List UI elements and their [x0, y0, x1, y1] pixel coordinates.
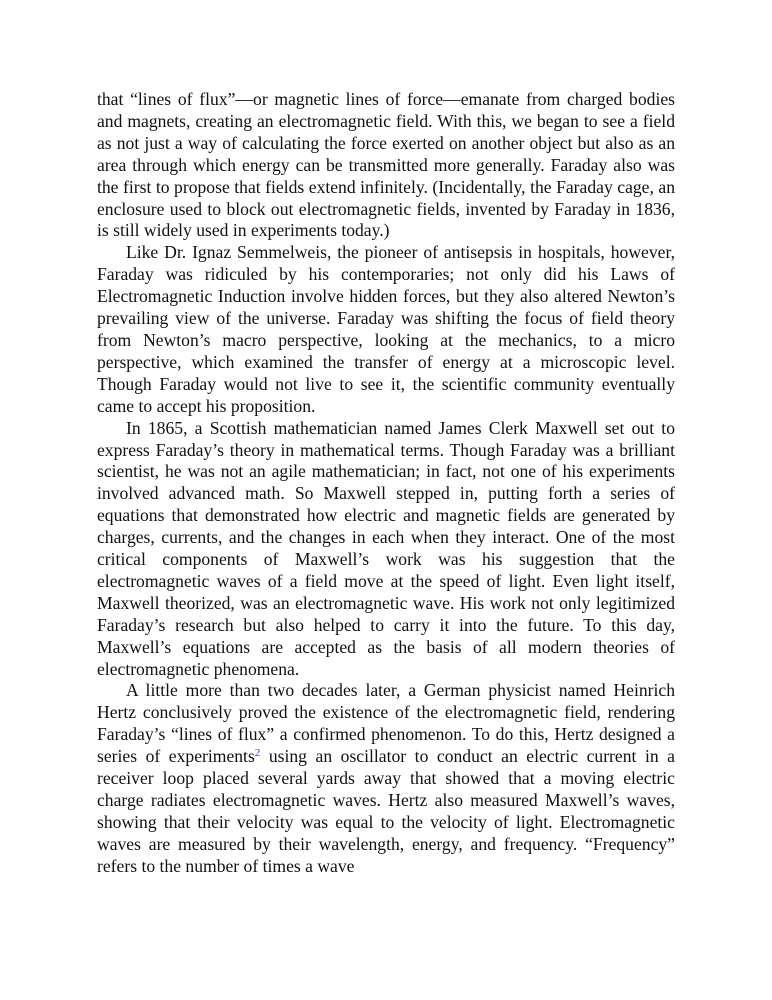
paragraph-maxwell-equations: In 1865, a Scottish mathematician named James Clerk Maxwell set out to express Faraday’s theory in mathematical terms. Though Faraday was a brilliant scientist, he was not an agile mathematician; in fact, not one of his experiments involved advanced math. So Maxwell stepped in, putting forth a series of equations that demonstrated how electric and magnetic fields are generated by charges, currents, and the changes in each when they interact. One of the most critical components of Maxwell’s work was his suggestion that the electromagnetic waves of a field move at the speed of light. Even light itself, Maxwell theorized, was an electromagnetic wave. His work not only legitimized Faraday’s research but also helped to carry it into the future. To this day, Maxwell’s equations are accepted as the basis of all modern theories of electromagnetic phenomena. — [97, 417, 675, 679]
page-body — [97, 89, 675, 878]
paragraph-faraday-fields: that “lines of flux”—or magnetic lines of force—emanate from charged bodies and magnets, creating an electromagnetic field. With this, we began to see a field as not just a way of calculating the force exerted on another object but also as an area through which energy can be transmitted more generally. Faraday also was the first to propose that fields extend infinitely. (Incidentally, the Faraday cage, an enclosure used to block out electromagnetic fields, invented by Faraday in 1836, is still widely used in experiments today.) — [97, 89, 675, 241]
paragraph-hertz-text-after: using an oscillator to conduct an electric current in a receiver loop placed several yards away that showed that a moving electric charge radiates electromagnetic waves. Hertz also measured Maxwell’s waves, showing that their velocity was equal to the velocity of light. Electromagnetic waves are measured by their wavelength, energy, and frequency. “Frequency” refers to the number of times a wave — [97, 746, 675, 876]
paragraph-faraday-ridiculed: Like Dr. Ignaz Semmelweis, the pioneer of antisepsis in hospitals, however, Faraday was ridiculed by his contemporaries; not only did his Laws of Electromagnetic Induction involve hidden forces, but they also altered Newton’s prevailing view of the universe. Faraday was shifting the focus of field theory from Newton’s macro perspective, looking at the mechanics, to a micro perspective, which examined the transfer of energy at a microscopic level. Though Faraday would not live to see it, the scientific community eventually came to accept his proposition. — [97, 242, 675, 416]
footnote-reference-link[interactable]: 2 — [254, 747, 261, 760]
paragraph-hertz-experiments — [97, 680, 675, 877]
paragraph-hertz-text-before: A little more than two decades later, a German physicist named Heinrich Hertz conclusively proved the existence of the electromagnetic field, rendering Faraday’s “lines of flux” a confirmed phenomenon. To do this, Hertz designed a series of experiments — [97, 680, 675, 767]
